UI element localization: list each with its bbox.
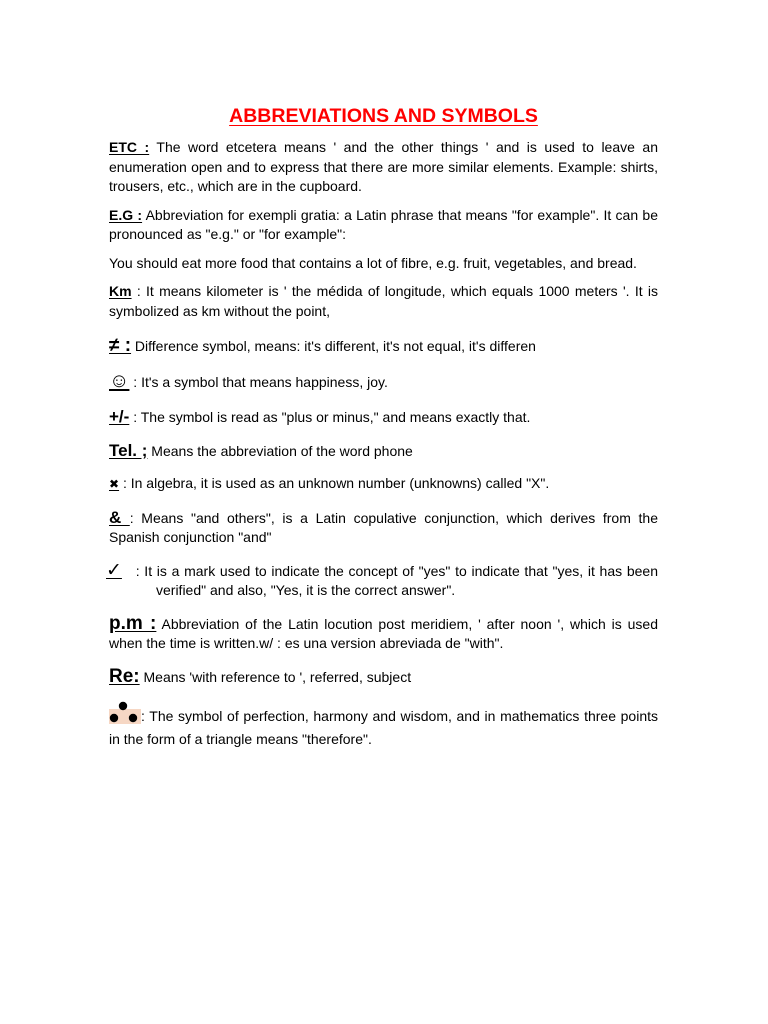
desc-eg: Abbreviation for exempli gratia: a Latin phrase that means "for example". It can be pronounced as "e.g." or "for example": — [109, 206, 658, 242]
term-re: Re: — [109, 665, 140, 687]
entry-tel — [109, 441, 658, 462]
not-equal-symbol: ≠ : — [109, 335, 132, 356]
x-mark-icon: ✖ — [109, 477, 120, 491]
entry-eg — [109, 206, 658, 245]
entry-plus-minus — [109, 407, 658, 428]
desc-plus-minus: : The symbol is read as "plus or minus," and means exactly that. — [129, 409, 531, 425]
desc-ampersand: : Means "and others", is a Latin copulative conjunction, which derives from the Spanish conjunction "and" — [109, 509, 658, 545]
term-etc: ETC : — [109, 139, 150, 155]
page-title: ABBREVIATIONS AND SYMBOLS — [229, 105, 538, 127]
eg-example: You should eat more food that contains a lot of fibre, e.g. fruit, vegetables, and bread. — [109, 254, 637, 271]
entry-etc — [109, 138, 658, 197]
term-pm: p.m : — [109, 612, 157, 634]
desc-therefore: : The symbol of perfection, harmony and wisdom, and in mathematics three points in the form of a triangle means "therefore". — [109, 708, 658, 747]
entry-x — [109, 474, 658, 495]
entry-smiley — [109, 369, 658, 393]
ampersand-symbol: & — [109, 507, 130, 527]
entry-pm — [109, 614, 658, 654]
desc-km: : It means kilometer is ' the médida of longitude, which equals 1000 meters '. It is symbolized as km without the point, — [109, 283, 658, 319]
entry-checkmark: ✓ : It is a mark used to indicate the concept of "yes" to indicate that "yes, it has been verified" and also, "Yes, it is the correct answer". — [106, 559, 658, 598]
plus-minus-symbol: +/- — [109, 407, 130, 426]
desc-x: : In algebra, it is used as an unknown number (unknowns) called "X". — [119, 475, 550, 491]
desc-checkmark: : It is a mark used to indicate the concept of "yes" to indicate that "yes, it has been verified" and also, "Yes, it is the correct answer". — [131, 562, 658, 598]
desc-tel: Means the abbreviation of the word phone — [147, 442, 413, 459]
desc-re: Means 'with reference to ', referred, subject — [139, 668, 412, 685]
document-page — [106, 104, 658, 749]
smiley-icon: ☺ — [109, 369, 130, 392]
three-dots-triangle-icon — [109, 700, 141, 730]
desc-not-equal: Difference symbol, means: it's different, it's not equal, it's differen — [131, 338, 536, 354]
entry-therefore — [109, 700, 658, 749]
desc-pm: Abbreviation of the Latin locution post meridiem, ' after noon ', which is used when the time is written.w/ : es una version abreviada de "with". — [109, 615, 658, 651]
entry-not-equal — [109, 336, 658, 357]
desc-smiley: : It's a symbol that means happiness, joy. — [129, 373, 388, 390]
term-tel: Tel. ; — [109, 440, 148, 460]
entry-km — [109, 282, 658, 321]
entry-re — [109, 667, 658, 688]
desc-etc: The word etcetera means ' and the other things ' and is used to leave an enumeration open and to express that there are more similar elements. Example: shirts, trousers, etc., which are in the cupboard. — [109, 139, 658, 194]
entry-ampersand — [109, 508, 658, 548]
term-km: Km — [109, 283, 132, 299]
term-eg: E.G : — [109, 206, 143, 223]
